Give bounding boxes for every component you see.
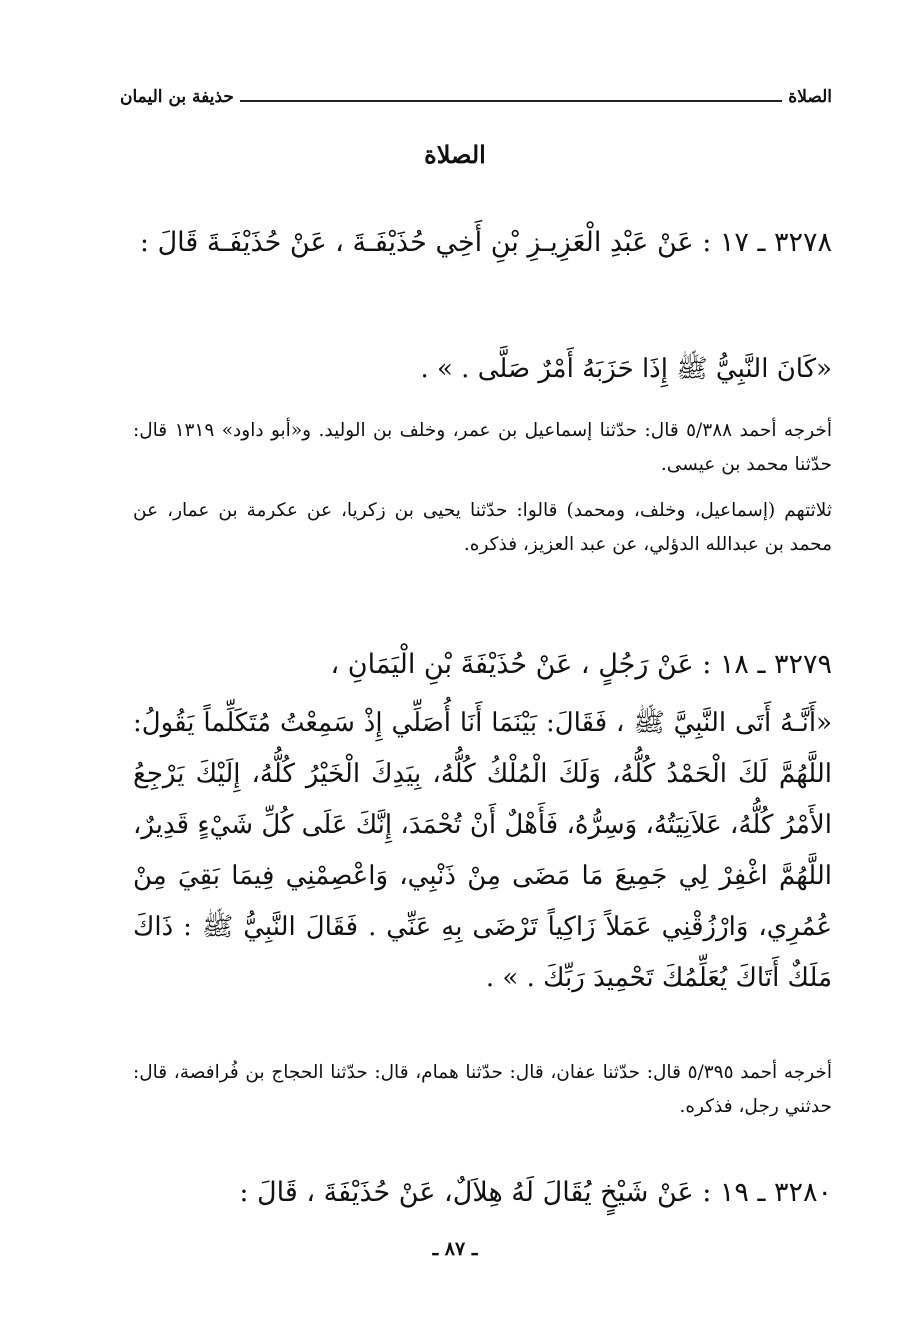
- hadith-3279-takhrij: [133, 1056, 832, 1124]
- header-book-label: حذيفة بن اليمان: [120, 87, 234, 107]
- running-header: [120, 82, 832, 112]
- hadith-3278-takhrij: [133, 414, 832, 562]
- takhrij-paragraph: أخرجه أحمد ٥/٣٩٥ قال: حدّثنا عفان، قال: حدّثنا همام، قال: حدّثنا الحجاج بن فُرافصة، قال: حدثني رجل، فذكره.: [133, 1062, 832, 1117]
- header-section-label: الصلاة: [788, 87, 832, 107]
- takhrij-paragraph: ثلاثتهم (إسماعيل، وخلف، ومحمد) قالوا: حدّثنا يحيى بن زكريا، عن عكرمة بن عمار، عن محمد بن عبدالله الدؤلي، عن عبد العزيز، فذكره.: [133, 500, 832, 555]
- hadith-3279-text: «أَنَّـهُ أَتَى النَّبِيَّ ﷺ ، فَقَالَ: بَيْنَمَا أَنَا أُصَلِّي إِذْ سَمِعْتُ مُتَكَلِّماً يَقُولُ: اللَّهُمَّ لَكَ الْحَمْدُ كُلُّهُ، وَلَكَ الْمُلْكُ كُلُّهُ، بِيَدِكَ الْخَيْرُ كُلُّهُ، إِلَيْكَ يَرْجِعُ الأَمْرُ كُلُّهُ، عَلاَنِيَتُهُ، وَسِرُّهُ، فَأَهْلٌ أَنْ تُحْمَدَ، إِنَّكَ عَلَى كُلِّ شَيْءٍ قَدِيرٌ، اللَّهُمَّ اغْفِرْ لِي جَمِيعَ مَا مَضَى مِنْ ذَنْبِي، وَاعْصِمْنِي فِيمَا بَقِيَ مِنْ عُمُرِي، وَارْزُقْنِي عَمَلاً زَاكِياً تَرْضَى بِهِ عَنِّي . فَقَالَ النَّبِيُّ ﷺ : ذَاكَ مَلَكٌ أَتَاكَ يُعَلِّمُكَ تَحْمِيدَ رَبِّكَ . » .: [133, 708, 832, 993]
- page-number: ـ ٨٧ ـ: [432, 1238, 478, 1260]
- header-rule: [240, 100, 782, 102]
- hadith-3278-heading: ٣٢٧٨ ـ ١٧ : عَنْ عَبْدِ الْعَزِيـزِ بْنِ أَخِي حُذَيْفَـةَ ، عَنْ حُذَيْفَـةَ قَالَ :: [139, 227, 832, 258]
- hadith-3279-heading: ٣٢٧٩ ـ ١٨ : عَنْ رَجُلٍ ، عَنْ حُذَيْفَةَ بْنِ الْيَمَانِ ،: [330, 649, 832, 680]
- hadith-3278-text: «كَانَ النَّبِيُّ ﷺ إِذَا حَزَبَهُ أَمْرٌ صَلَّى . » .: [420, 354, 832, 384]
- takhrij-paragraph: أخرجه أحمد ٥/٣٨٨ قال: حدّثنا إسماعيل بن عمر، وخلف بن الوليد. و«أبو داود» ١٣١٩ قال: حدّثنا محمد بن عيسى.: [133, 420, 832, 475]
- section-title: الصلاة: [424, 140, 486, 169]
- hadith-3280-heading: ٣٢٨٠ ـ ١٩ : عَنْ شَيْخٍ يُقَالَ لَهُ هِلاَلٌ، عَنْ حُذَيْفَةَ ، قَالَ :: [239, 1177, 832, 1208]
